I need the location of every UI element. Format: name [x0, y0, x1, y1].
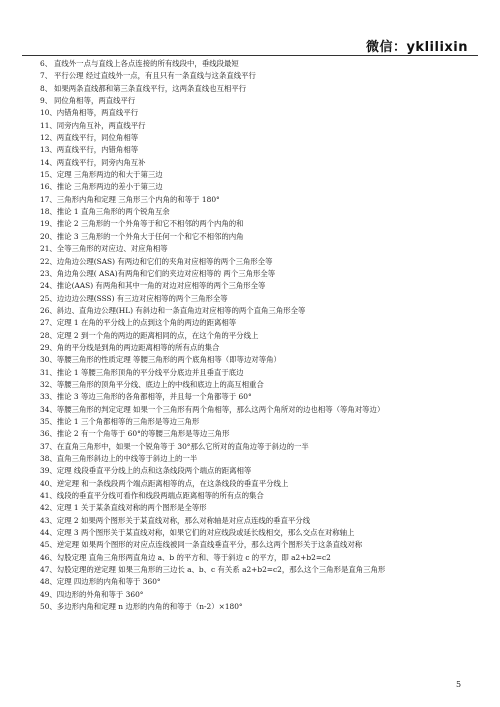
- list-item: [40, 379, 480, 391]
- list-item: [40, 305, 480, 317]
- item-text: 等腰三角形的顶角平分线、底边上的中线和底边上的高互相重合: [56, 379, 264, 389]
- item-number: 46、: [40, 552, 57, 562]
- item-text: 两直线平行，内错角相等: [56, 145, 139, 155]
- item-number: 18、: [40, 207, 57, 217]
- list-item: [40, 391, 480, 403]
- item-number: 9、: [40, 96, 53, 106]
- item-text: 角边角公理( ASA)有两角和它们的夹边对应相等的 两个三角形全等: [56, 268, 276, 278]
- list-item: [40, 293, 480, 305]
- item-number: 47、: [40, 565, 57, 575]
- item-text: 推论 1 直角三角形的两个锐角互余: [56, 207, 170, 217]
- item-text: 勾股定理 直角三角形两直角边 a、b 的平方和、等于斜边 c 的平方，即 a2+b2=c2: [56, 552, 331, 562]
- item-text: 推论 三角形两边的差小于第三边: [56, 182, 163, 192]
- list-item: [40, 465, 480, 477]
- list-item: [40, 564, 480, 576]
- item-text: 边角边公理(SAS) 有两边和它们的夹角对应相等的两个三角形全等: [56, 256, 273, 266]
- item-number: 44、: [40, 528, 57, 538]
- item-number: 17、: [40, 194, 57, 204]
- item-text: 两直线平行，同旁内角互补: [56, 157, 146, 167]
- item-number: 10、: [40, 108, 57, 118]
- theorem-list: [40, 58, 480, 613]
- list-item: [40, 256, 480, 268]
- item-text: 推论 1 等腰三角形顶角的平分线平分底边并且垂直于底边: [56, 367, 244, 377]
- list-item: [40, 515, 480, 527]
- item-number: 8、: [40, 83, 53, 93]
- item-text: 推论 3 三角形的一个外角大于任何一个和它不相邻的内角: [56, 231, 244, 241]
- list-item: [40, 218, 480, 230]
- list-item: [40, 95, 480, 107]
- list-item: [40, 416, 480, 428]
- list-item: [40, 478, 480, 490]
- item-number: 48、: [40, 577, 57, 587]
- item-text: 推论(AAS) 有两角和其中一角的对边对应相等的两个三角形全等: [56, 281, 266, 291]
- item-number: 21、: [40, 244, 57, 254]
- list-item: [40, 157, 480, 169]
- item-text: 逆定理 如果两个图形的对应点连线被同一条直线垂直平分，那么这两个图形关于这条直线对称: [56, 540, 363, 550]
- list-item: [40, 280, 480, 292]
- item-number: 36、: [40, 429, 57, 439]
- list-item: [40, 330, 480, 342]
- item-number: 27、: [40, 318, 57, 328]
- list-item: [40, 231, 480, 243]
- list-item: [40, 589, 480, 601]
- item-number: 42、: [40, 503, 57, 513]
- item-text: 定理 线段垂直平分线上的点和这条线段两个端点的距离相等: [56, 466, 252, 476]
- list-item: [40, 70, 480, 82]
- list-item: [40, 539, 480, 551]
- item-text: 同旁内角互补，两直线平行: [56, 120, 146, 130]
- list-item: [40, 181, 480, 193]
- item-number: 43、: [40, 515, 57, 525]
- list-item: [40, 552, 480, 564]
- list-item: [40, 243, 480, 255]
- item-text: 内错角相等，两直线平行: [56, 108, 139, 118]
- item-text: 勾股定理的逆定理 如果三角形的三边长 a、b、c 有关系 a2+b2=c2，那么这个三角形是直角三角形: [56, 565, 386, 575]
- item-number: 15、: [40, 170, 57, 180]
- item-text: 如果两条直线都和第三条直线平行，这两条直线也互相平行: [54, 83, 247, 93]
- header-divider: [22, 55, 478, 56]
- item-number: 22、: [40, 256, 57, 266]
- item-number: 11、: [40, 120, 57, 130]
- item-text: 直角三角形斜边上的中线等于斜边上的一半: [56, 454, 198, 463]
- list-item: [40, 169, 480, 181]
- list-item: [40, 194, 480, 206]
- item-text: 定理 2 到一个角的两边的距离相同的点，在这个角的平分线上: [56, 330, 259, 340]
- item-number: 30、: [40, 355, 57, 365]
- list-item: [40, 132, 480, 144]
- list-item: [40, 490, 480, 502]
- item-number: 39、: [40, 466, 57, 476]
- item-text: 定理 三角形两边的和大于第三边: [56, 170, 163, 180]
- item-number: 37、: [40, 441, 57, 451]
- list-item: [40, 367, 480, 379]
- list-item: [40, 206, 480, 218]
- list-item: [40, 576, 480, 588]
- item-number: 25、: [40, 293, 57, 303]
- item-number: 13、: [40, 145, 57, 155]
- item-number: 6、: [40, 59, 53, 68]
- item-number: 33、: [40, 392, 57, 402]
- item-text: 平行公理 经过直线外一点，有且只有一条直线与这条直线平行: [54, 71, 256, 81]
- item-number: 35、: [40, 416, 57, 426]
- item-text: 多边形内角和定理 n 边形的内角的和等于（n-2）×180°: [56, 602, 243, 612]
- item-number: 16、: [40, 182, 57, 192]
- item-number: 45、: [40, 540, 57, 550]
- list-item: [40, 58, 480, 70]
- item-text: 等腰三角形的性质定理 等腰三角形的两个底角相等（即等边对等角）: [56, 355, 281, 365]
- list-item: [40, 354, 480, 366]
- item-number: 31、: [40, 367, 57, 377]
- item-text: 边边边公理(SSS) 有三边对应相等的两个三角形全等: [56, 293, 228, 303]
- item-number: 29、: [40, 342, 57, 352]
- item-number: 24、: [40, 281, 57, 291]
- item-text: 定理 2 如果两个图形关于某直线对称，那么对称轴是对应点连线的垂直平分线: [56, 515, 311, 525]
- item-text: 定理 1 关于某条直线对称的两个图形是全等形: [56, 503, 207, 513]
- list-item: [40, 428, 480, 440]
- list-item: [40, 601, 480, 613]
- item-text: 定理 四边形的内角和等于 360°: [56, 577, 161, 587]
- item-text: 线段的垂直平分线可看作和线段两端点距离相等的所有点的集合: [56, 491, 264, 501]
- item-number: 23、: [40, 268, 57, 278]
- list-item: [40, 404, 480, 416]
- item-number: 7、: [40, 71, 53, 81]
- list-item: [40, 83, 480, 95]
- item-text: 三角形内角和定理 三角形三个内角的和等于 180°: [56, 194, 220, 204]
- item-number: 12、: [40, 133, 57, 143]
- item-number: 49、: [40, 589, 57, 599]
- item-number: 26、: [40, 305, 57, 315]
- item-number: 41、: [40, 491, 57, 501]
- item-text: 全等三角形的对应边、对应角相等: [56, 244, 168, 254]
- item-number: 50、: [40, 602, 57, 612]
- item-number: 40、: [40, 478, 57, 488]
- item-text: 同位角相等，两直线平行: [54, 96, 136, 106]
- item-number: 20、: [40, 231, 57, 241]
- item-text: 四边形的外角和等于 360°: [56, 589, 144, 599]
- list-item: [40, 144, 480, 156]
- item-text: 推论 1 三个角都相等的三角形是等边三角形: [56, 416, 200, 426]
- item-text: 逆定理 和一条线段两个端点距离相等的点，在这条线段的垂直平分线上: [56, 478, 289, 488]
- list-item: [40, 120, 480, 132]
- item-number: 34、: [40, 404, 57, 414]
- item-number: 19、: [40, 219, 57, 229]
- list-item: [40, 317, 480, 329]
- item-text: 推论 3 等边三角形的各角都相等，并且每一个角都等于 60°: [56, 392, 252, 402]
- page-number: 5: [456, 680, 462, 689]
- item-text: 推论 2 三角形的一个外角等于和它不相邻的两个内角的和: [56, 219, 244, 229]
- item-number: 38、: [40, 454, 57, 463]
- item-text: 等腰三角形的判定定理 如果一个三角形有两个角相等，那么这两个角所对的边也相等（等角对等边）: [56, 404, 385, 414]
- item-text: 斜边、直角边公理(HL) 有斜边和一条直角边对应相等的两个直角三角形全等: [56, 305, 306, 315]
- item-text: 角的平分线是到角的两边距离相等的所有点的集合: [56, 342, 220, 352]
- item-text: 直线外一点与直线上各点连接的所有线段中，垂线段最短: [54, 59, 239, 68]
- item-text: 在直角三角形中，如果一个锐角等于 30°那么它所对的直角边等于斜边的一半: [56, 441, 309, 451]
- item-text: 定理 3 两个图形关于某直线对称，如果它们的对应线段或延长线相交，那么交点在对称轴上: [56, 528, 355, 538]
- list-item: [40, 527, 480, 539]
- item-number: 32、: [40, 379, 57, 389]
- list-item: [40, 441, 480, 453]
- list-item: [40, 502, 480, 514]
- item-text: 两直线平行，同位角相等: [56, 133, 139, 143]
- item-text: 推论 2 有一个角等于 60°的等腰三角形是等边三角形: [56, 429, 230, 439]
- list-item: [40, 268, 480, 280]
- list-item: [40, 453, 480, 465]
- item-number: 14、: [40, 157, 57, 167]
- list-item: [40, 107, 480, 119]
- item-number: 28、: [40, 330, 57, 340]
- list-item: [40, 342, 480, 354]
- watermark-text: 微信：yklilixin: [365, 40, 468, 55]
- item-text: 定理 1 在角的平分线上的点到这个角的两边的距离相等: [56, 318, 237, 328]
